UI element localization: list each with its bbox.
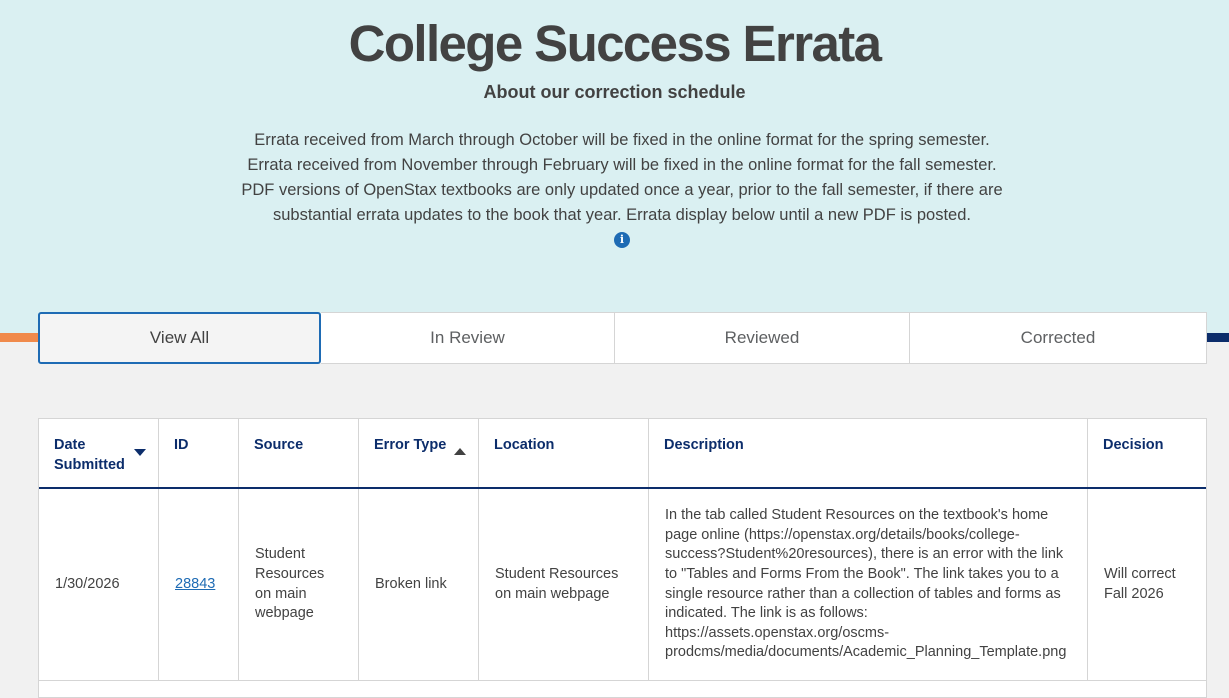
column-header-location[interactable] bbox=[479, 419, 649, 487]
navy-accent-stripe bbox=[1205, 333, 1229, 342]
column-header-decision[interactable] bbox=[1088, 419, 1206, 487]
table-row bbox=[39, 489, 1206, 681]
sort-descending-icon[interactable] bbox=[134, 449, 146, 456]
errata-table bbox=[38, 418, 1207, 698]
column-header-error-type[interactable] bbox=[359, 419, 479, 487]
error-type-value: Broken link bbox=[375, 575, 447, 592]
date-value: 1/30/2026 bbox=[55, 575, 120, 592]
page-subtitle: About our correction schedule bbox=[483, 82, 746, 102]
tab-view-all[interactable]: View All bbox=[38, 312, 321, 364]
column-header-label: Error Type bbox=[374, 437, 447, 453]
cell-date-submitted bbox=[39, 489, 159, 680]
tab-reviewed[interactable]: Reviewed bbox=[615, 312, 910, 364]
decision-value: Will correct Fall 2026 bbox=[1104, 565, 1176, 602]
cell-source bbox=[239, 489, 359, 680]
hero-banner bbox=[0, 0, 1229, 337]
errata-id-link[interactable]: 28843 bbox=[175, 575, 216, 592]
table-header bbox=[39, 419, 1206, 489]
cell-location bbox=[479, 489, 649, 680]
column-header-label: Decision bbox=[1103, 437, 1164, 453]
tab-in-review[interactable]: In Review bbox=[321, 312, 615, 364]
column-header-label: Location bbox=[494, 437, 555, 453]
info-icon[interactable]: i bbox=[614, 232, 630, 248]
page-title: College Success Errata bbox=[348, 15, 881, 72]
location-value: Student Resources on main webpage bbox=[495, 565, 619, 602]
source-value: Student Resources on main webpage bbox=[255, 546, 325, 622]
column-header-id[interactable] bbox=[159, 419, 239, 487]
orange-accent-stripe bbox=[0, 333, 40, 342]
column-header-label: Description bbox=[664, 437, 744, 453]
cell-decision bbox=[1088, 489, 1206, 680]
correction-schedule-description: Errata received from March through October will be fixed in the online format for the spring semester. Errata received from November through February will be fixed in the online format for the fall semester. PDF versions of OpenStax textbooks are only updated once a year, prior to the fall semester, if there are substantial errata updates to the book that year. Errata display below until a new PDF is posted. bbox=[241, 131, 1003, 224]
column-header-description[interactable] bbox=[649, 419, 1088, 487]
sort-ascending-icon[interactable] bbox=[454, 448, 466, 455]
cell-error-type bbox=[359, 489, 479, 680]
column-header-label: Source bbox=[254, 437, 304, 453]
tab-corrected[interactable]: Corrected bbox=[910, 312, 1207, 364]
cell-description bbox=[649, 489, 1088, 680]
cell-id bbox=[159, 489, 239, 680]
column-header-label: ID bbox=[174, 437, 189, 453]
column-header-source[interactable] bbox=[239, 419, 359, 487]
column-header-date-submitted[interactable] bbox=[39, 419, 159, 487]
column-header-label: Date Submitted bbox=[54, 437, 125, 473]
description-value: In the tab called Student Resources on the textbook's home page online (https://openstax.org/details/books/college-success?Student%20resources), there is an error with the link to "Tables and Forms From the Book". The link takes you to a single resource rather than a collection of tables and forms as indicated. The link is as follows: https://assets.openstax.org/oscms-prodcms/media/documents/Academic_Planning_Template.png bbox=[665, 507, 1067, 661]
errata-filter-tabs bbox=[38, 312, 1207, 364]
